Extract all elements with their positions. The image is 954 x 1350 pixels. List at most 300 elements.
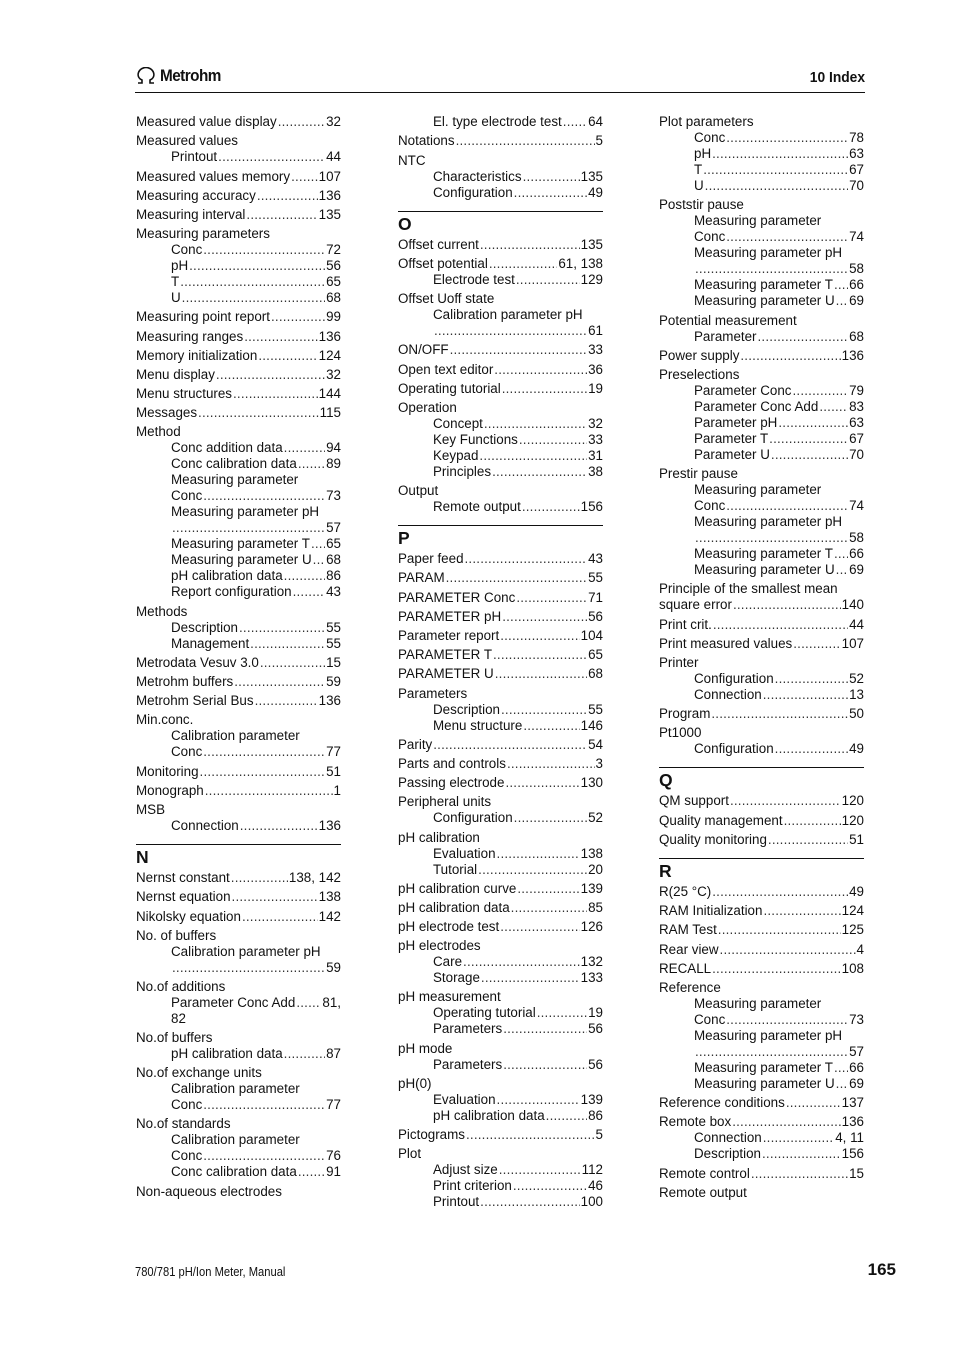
index-term: Remote control — [659, 1165, 750, 1181]
index-entry — [659, 313, 864, 345]
index-term: Conc calibration data — [171, 1164, 297, 1180]
index-entry — [659, 903, 864, 919]
index-entry — [398, 1146, 603, 1210]
leader-dots — [255, 693, 318, 709]
index-term: square error — [659, 597, 732, 613]
index-term-row — [398, 647, 603, 663]
index-term-row — [398, 400, 603, 416]
leader-dots — [205, 783, 333, 799]
index-term-row — [136, 655, 341, 671]
leader-dots — [546, 1108, 587, 1124]
page-ref: 51 — [849, 831, 864, 847]
index-term: Offset Uoff state — [398, 291, 495, 307]
leader-dots — [740, 348, 840, 364]
leader-dots — [523, 718, 579, 734]
index-term: Notations — [398, 133, 455, 149]
index-term: pH electrodes — [398, 938, 481, 954]
page-ref: 13 — [849, 686, 864, 702]
page-ref: 136 — [318, 328, 341, 344]
page-ref: 144 — [318, 386, 341, 402]
index-term: Storage — [433, 970, 480, 986]
index-term: Description — [694, 1146, 761, 1162]
leader-dots — [182, 290, 325, 306]
page-ref: 71 — [588, 589, 603, 605]
leader-dots — [730, 793, 841, 809]
index-entry — [398, 1127, 603, 1143]
page-ref: 43 — [588, 551, 603, 567]
leader-dots — [514, 185, 587, 201]
leader-dots — [489, 256, 557, 272]
index-term: Key Functions — [433, 431, 518, 447]
index-term-cont — [659, 597, 864, 613]
leader-dots — [834, 1060, 848, 1076]
index-term: RAM Test — [659, 922, 717, 938]
leader-dots — [258, 348, 317, 364]
index-entry — [136, 133, 341, 165]
index-entry — [659, 922, 864, 938]
section-title: 10 Index — [809, 69, 865, 86]
page-ref: 104 — [580, 628, 603, 643]
index-term-row — [398, 900, 603, 916]
sub-entry — [659, 498, 864, 514]
index-term-row — [398, 590, 603, 606]
index-term: Configuration — [694, 670, 774, 686]
sub-entry — [659, 1012, 864, 1028]
leader-dots — [271, 309, 325, 325]
page-ref: 57 — [326, 520, 341, 536]
index-term: Open text editor — [398, 361, 494, 377]
index-term: PARAMETER Conc — [398, 589, 516, 605]
index-term-row — [398, 609, 603, 625]
index-entry — [136, 226, 341, 306]
index-term-row — [659, 903, 864, 919]
index-entry — [659, 980, 864, 1092]
index-entry — [398, 114, 603, 130]
sub-label: Measuring parameter — [694, 213, 822, 229]
index-term: pH calibration data — [398, 899, 510, 915]
index-term-row — [398, 628, 603, 644]
leader-dots — [712, 884, 848, 900]
index-term-row — [136, 386, 341, 402]
index-term: Memory initialization — [136, 347, 258, 363]
leader-dots — [234, 674, 325, 690]
page-ref: 5 — [595, 1127, 603, 1142]
leader-dots — [189, 258, 325, 274]
index-term: Offset current — [398, 236, 479, 252]
leader-dots — [732, 1114, 840, 1130]
index-term: pH calibration data — [171, 568, 283, 584]
page-ref: 76 — [326, 1148, 341, 1164]
leader-dots — [492, 464, 587, 480]
sub-entry — [136, 520, 341, 536]
index-term-row — [136, 169, 341, 185]
leader-dots — [726, 229, 848, 245]
index-term: Conc — [171, 242, 203, 258]
leader-dots — [733, 597, 841, 613]
index-entry — [398, 400, 603, 480]
index-term-row — [136, 802, 341, 818]
leader-dots — [466, 1127, 595, 1143]
index-term: Quality monitoring — [659, 831, 767, 847]
sub-label: Measuring parameter pH — [694, 245, 843, 261]
page-ref: 68 — [588, 666, 603, 682]
leader-dots — [705, 178, 848, 194]
leader-dots — [762, 1146, 841, 1162]
index-term: pH calibration data — [433, 1107, 545, 1123]
leader-dots — [784, 813, 841, 829]
index-term: Min.conc. — [136, 712, 194, 728]
page-ref: 124 — [318, 347, 341, 363]
leader-dots — [718, 922, 841, 938]
leader-dots — [793, 636, 840, 652]
sub-entry — [398, 1162, 603, 1178]
index-entry — [136, 348, 341, 364]
page-ref: 139 — [580, 880, 603, 896]
index-entry — [136, 870, 341, 886]
index-entry — [136, 674, 341, 690]
leader-dots — [712, 146, 848, 162]
index-term: Print measured values — [659, 635, 793, 651]
leader-dots — [726, 498, 848, 514]
sub-entry — [659, 229, 864, 245]
index-entry — [659, 1095, 864, 1111]
sub-entry — [659, 1044, 864, 1060]
index-term: NTC — [398, 152, 426, 168]
index-term: pH — [171, 258, 189, 274]
index-entry — [398, 570, 603, 586]
leader-dots — [180, 274, 325, 290]
index-entry — [136, 1065, 341, 1113]
index-entry — [136, 1030, 341, 1062]
leader-dots — [298, 1164, 325, 1180]
leader-dots — [239, 620, 325, 636]
index-term: Remote output — [433, 499, 521, 515]
page-ref: 99 — [326, 309, 341, 325]
page-ref: 54 — [588, 736, 603, 752]
section-letter: Q — [659, 770, 673, 791]
sub-entry — [136, 242, 341, 258]
page-ref: 50 — [849, 706, 864, 722]
leader-dots — [494, 362, 587, 378]
page-ref: 72 — [326, 242, 341, 258]
index-term: Preselections — [659, 366, 740, 382]
index-term-row — [398, 256, 603, 272]
index-term: T — [694, 162, 703, 178]
index-term: Parameters — [398, 685, 468, 701]
sub-entry — [136, 1097, 341, 1113]
leader-dots — [172, 960, 325, 976]
index-term-row — [136, 405, 341, 421]
leader-dots — [768, 832, 848, 848]
page-ref: 142 — [318, 908, 341, 924]
leader-dots — [537, 1005, 587, 1021]
page-ref: 36 — [588, 361, 603, 377]
page-ref: 56 — [326, 258, 341, 274]
sub-entry — [398, 114, 603, 130]
sub-entry — [659, 431, 864, 447]
index-term-row — [659, 793, 864, 809]
leader-dots — [313, 552, 325, 568]
index-term-row — [659, 1166, 864, 1182]
leader-dots — [203, 488, 325, 504]
section-letter: N — [136, 846, 149, 867]
page-ref: 78 — [849, 130, 864, 146]
leader-dots — [203, 1148, 325, 1164]
index-entry — [136, 1184, 341, 1200]
page-ref: 49 — [849, 884, 864, 899]
index-term-row — [398, 362, 603, 378]
index-term: Configuration — [433, 184, 513, 200]
page-ref: 120 — [841, 793, 864, 809]
logo-wordmark: Metrohm — [160, 66, 221, 85]
index-term: Menu structures — [136, 386, 233, 402]
index-term-row — [659, 636, 864, 652]
index-entry — [136, 169, 341, 185]
index-term: Operating tutorial — [398, 380, 501, 396]
index-entry — [398, 794, 603, 826]
leader-dots — [240, 818, 318, 834]
page-ref: 66 — [849, 277, 864, 293]
sub-label: Measuring parameter pH — [694, 514, 843, 530]
page-ref: 32 — [588, 415, 603, 431]
index-entry — [659, 884, 864, 900]
leader-dots — [495, 666, 587, 682]
index-term: Operation — [398, 399, 457, 415]
index-term-row — [398, 342, 603, 358]
page-ref: 133 — [580, 970, 603, 986]
index-term: T — [171, 274, 180, 290]
index-term: Measuring parameter U — [694, 562, 835, 578]
index-term-row — [398, 133, 603, 149]
sub-entry — [398, 416, 603, 432]
index-term: Electrode test — [433, 271, 515, 287]
index-entry — [136, 405, 341, 421]
page-ref: 140 — [841, 597, 864, 613]
index-term: Reference — [659, 979, 721, 995]
page-ref: 55 — [326, 619, 341, 635]
sub-entry — [398, 1194, 603, 1210]
leader-dots — [481, 970, 580, 986]
page-ref: 136 — [318, 693, 341, 709]
page-ref: 57 — [849, 1043, 864, 1059]
leader-dots — [260, 655, 325, 671]
index-term-row — [136, 1030, 341, 1046]
index-term-row — [136, 133, 341, 149]
index-term-row — [398, 237, 603, 253]
index-entry — [136, 604, 341, 652]
page-ref: 125 — [841, 922, 864, 938]
index-entry — [398, 830, 603, 878]
leader-dots — [771, 447, 848, 463]
index-term-row — [136, 348, 341, 364]
index-term-row — [398, 483, 603, 499]
sub-entry — [398, 1178, 603, 1194]
section-divider — [136, 844, 341, 867]
index-entry — [398, 686, 603, 734]
index-term: Measuring parameter U — [171, 552, 312, 568]
index-term: pH electrode test — [398, 919, 500, 935]
sub-entry — [136, 636, 341, 652]
sub-entry — [398, 1057, 603, 1073]
index-entry — [398, 1076, 603, 1124]
sub-label: Calibration parameter pH — [171, 943, 321, 959]
sub-entry — [398, 272, 603, 288]
leader-dots — [511, 900, 587, 916]
index-term: Parity — [398, 736, 433, 752]
page-ref: 138 — [318, 889, 341, 905]
leader-dots — [480, 237, 580, 253]
index-term: Peripheral units — [398, 794, 492, 810]
index-term: Evaluation — [433, 845, 496, 861]
index-term: No.of exchange units — [136, 1065, 262, 1081]
index-entry — [659, 466, 864, 578]
index-term-row — [136, 870, 341, 886]
page-ref: 38 — [588, 463, 603, 479]
sub-entry — [398, 1092, 603, 1108]
index-entry — [136, 386, 341, 402]
sub-entry — [659, 277, 864, 293]
page-ref: 3 — [595, 755, 603, 771]
index-term: Rear view — [659, 941, 719, 957]
index-entry — [659, 617, 864, 633]
index-entry — [659, 706, 864, 722]
index-term: PARAMETER U — [398, 666, 494, 682]
leader-dots — [517, 881, 579, 897]
index-entry — [136, 329, 341, 345]
page-ref: 58 — [849, 261, 864, 277]
leader-dots — [519, 432, 587, 448]
sub-entry — [659, 1060, 864, 1076]
index-term-row — [136, 207, 341, 223]
sub-entry — [398, 718, 603, 734]
sub-entry — [136, 1164, 341, 1180]
index-term-row — [398, 381, 603, 397]
page-ref: 49 — [849, 741, 864, 757]
index-entry — [136, 424, 341, 600]
index-entry — [659, 197, 864, 309]
leader-dots — [786, 1095, 841, 1111]
index-entry — [659, 725, 864, 757]
index-term: Measuring parameters — [136, 226, 270, 242]
leader-dots — [497, 846, 580, 862]
index-term: Reference conditions — [659, 1095, 785, 1111]
index-term-row — [659, 655, 864, 671]
page-ref: 86 — [588, 1107, 603, 1123]
page-ref: 77 — [326, 1097, 341, 1113]
leader-dots — [695, 530, 848, 546]
index-term: Conc — [171, 1097, 203, 1113]
page-ref: 112 — [581, 1162, 603, 1178]
index-term: Parameter Conc Add — [171, 994, 296, 1010]
sub-label: Calibration parameter — [171, 1081, 300, 1097]
index-term-row — [136, 693, 341, 709]
index-term-row — [136, 309, 341, 325]
sub-entry — [659, 146, 864, 162]
index-term: pH calibration data — [171, 1046, 283, 1062]
page-ref: 138 — [580, 845, 603, 861]
page-ref: 146 — [580, 717, 603, 733]
index-term-row — [398, 551, 603, 567]
index-term-row — [136, 424, 341, 440]
index-entry — [659, 793, 864, 809]
index-term: Conc addition data — [171, 440, 283, 456]
index-term: Paper feed — [398, 551, 464, 567]
page-ref: 107 — [841, 635, 864, 651]
leader-dots — [514, 810, 587, 826]
leader-dots — [503, 1021, 587, 1037]
leader-dots — [480, 1194, 580, 1210]
index-term-row — [659, 114, 864, 130]
index-term: Connection — [694, 1130, 762, 1146]
leader-dots — [231, 870, 288, 886]
page-ref: 56 — [588, 608, 603, 624]
index-term-row — [659, 725, 864, 741]
index-term: Plot — [398, 1146, 422, 1162]
leader-dots — [242, 909, 318, 925]
sub-entry — [659, 1130, 864, 1146]
index-column-1 — [136, 111, 341, 1200]
index-term-row — [659, 197, 864, 213]
sub-entry — [398, 846, 603, 862]
leader-dots — [695, 1044, 848, 1060]
index-entry — [136, 188, 341, 204]
sub-entry — [136, 536, 341, 552]
leader-dots — [503, 1057, 587, 1073]
page-ref-cont: 82 — [171, 1010, 186, 1026]
sub-entry — [136, 149, 341, 165]
leader-dots — [769, 431, 848, 447]
sub-entry — [398, 1108, 603, 1124]
index-entry — [659, 961, 864, 977]
page-ref: 32 — [326, 366, 341, 382]
page-ref: 44 — [849, 616, 864, 632]
sub-entry — [136, 290, 341, 306]
sub-entry — [136, 995, 341, 1011]
index-term: Conc — [171, 1148, 203, 1164]
index-entry — [136, 712, 341, 760]
index-term: Principle of the smallest mean — [659, 581, 838, 597]
leader-dots — [497, 1092, 580, 1108]
sub-label: Measuring parameter pH — [171, 504, 320, 520]
page-ref: 61 — [588, 323, 603, 339]
sub-entry — [136, 456, 341, 472]
leader-dots — [720, 942, 856, 958]
metrohm-logo — [135, 64, 228, 88]
page-ref: 66 — [849, 1059, 864, 1075]
index-term: Measuring interval — [136, 206, 246, 222]
index-term: Measuring parameter T — [694, 1059, 833, 1075]
page-ref: 68 — [326, 552, 341, 568]
sub-entry — [659, 329, 864, 345]
page-ref: 19 — [588, 380, 603, 396]
leader-dots — [523, 169, 580, 185]
index-term-row — [398, 756, 603, 772]
page-ref: 85 — [588, 899, 603, 915]
leader-dots — [834, 546, 848, 562]
index-entry — [398, 989, 603, 1037]
page-ref: 33 — [588, 431, 603, 447]
section-divider — [659, 767, 864, 790]
index-term: Print criterion — [433, 1178, 512, 1194]
index-term: Principles — [433, 463, 492, 479]
index-term: Operating tutorial — [433, 1005, 536, 1021]
index-term-row — [398, 1127, 603, 1143]
index-term-row — [398, 938, 603, 954]
index-term: Description — [171, 619, 238, 635]
index-term: Methods — [136, 603, 188, 619]
sub-entry — [659, 293, 864, 309]
index-term-row — [136, 712, 341, 728]
